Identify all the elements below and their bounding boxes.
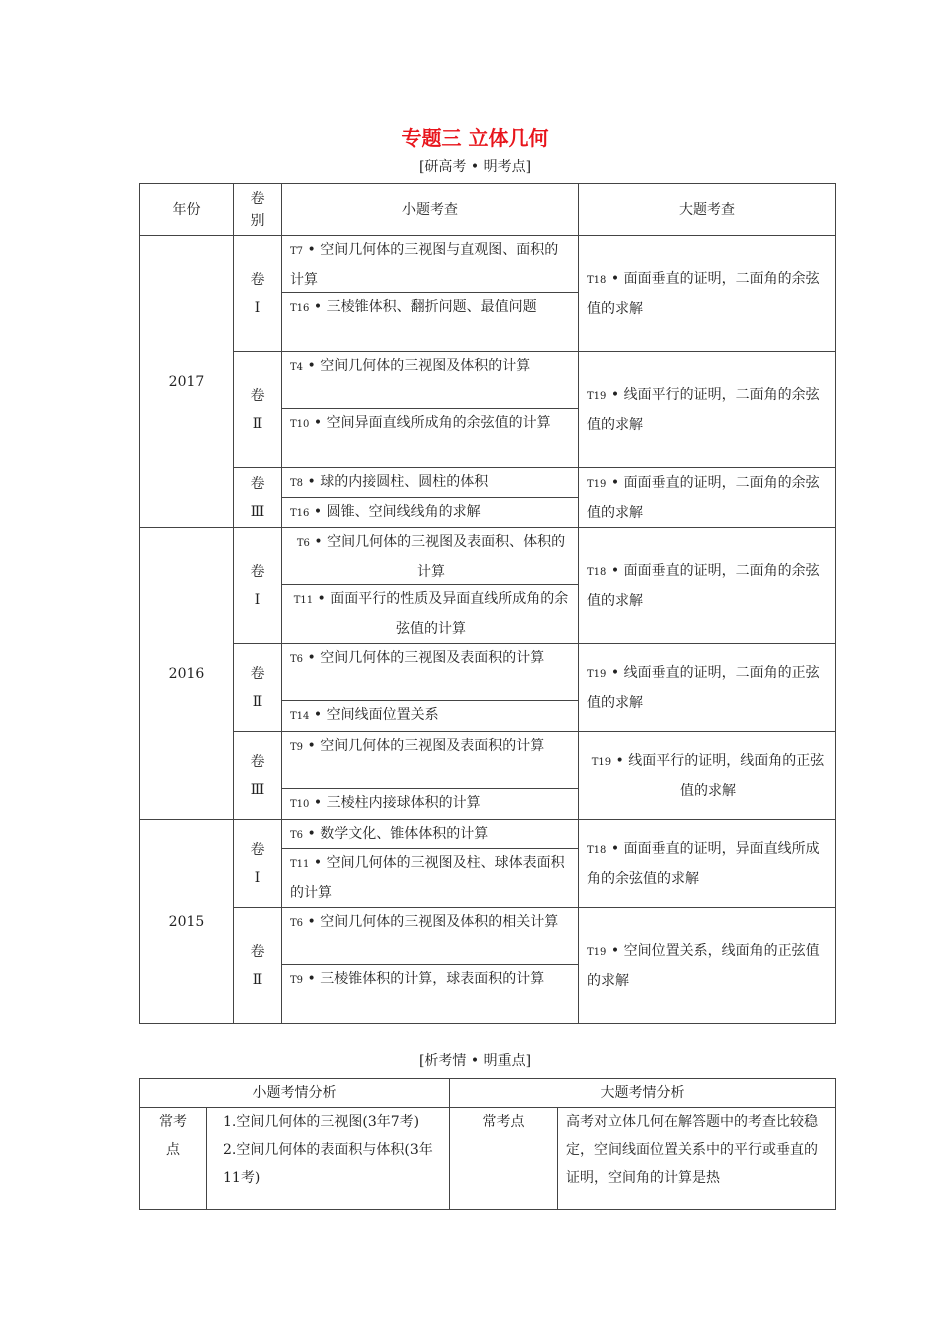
small-question-item: T6 • 数学文化、锥体体积的计算: [282, 820, 578, 849]
table-row: [140, 644, 836, 732]
table-row: [140, 820, 836, 908]
small-question-item: T11 • 空间几何体的三视图及柱、球体表面积的计算: [290, 855, 565, 901]
small-question-item: T4 • 空间几何体的三视图及体积的计算: [282, 352, 578, 409]
header-small-questions: 小题考查: [282, 184, 579, 236]
volume-cell: 卷Ⅲ: [234, 468, 282, 528]
volume-cell: 卷Ⅱ: [234, 644, 282, 732]
exam-table: [139, 183, 836, 1024]
big-question-cell: T18 • 面面垂直的证明，异面直线所成角的余弦值的求解: [579, 820, 836, 908]
volume-cell: 卷Ⅰ: [234, 236, 282, 352]
analysis-table: [139, 1078, 836, 1210]
small-question-item: T10 • 空间异面直线所成角的余弦值的计算: [290, 415, 551, 431]
small-question-item: T14 • 空间线面位置关系: [290, 707, 439, 723]
header-volume: 卷别: [234, 184, 282, 236]
header-big-analysis: 大题考情分析: [450, 1079, 836, 1108]
table-row: [140, 236, 836, 352]
small-question-item: T9 • 三棱锥体积的计算，球表面积的计算: [290, 971, 545, 987]
section-heading-exam-points: [研高考 • 明考点]: [418, 159, 532, 175]
table-row: [140, 732, 836, 820]
point-item: 1.空间几何体的三视图(3年7考): [223, 1114, 420, 1130]
year-cell: 2016: [140, 528, 234, 820]
year-cell: 2017: [140, 236, 234, 528]
small-label-cell: 常考点: [140, 1108, 207, 1210]
section-heading-analysis: [析考情 • 明重点]: [418, 1053, 532, 1069]
table-header-row: [140, 184, 836, 236]
big-question-cell: T19 • 空间位置关系，线面角的正弦值的求解: [579, 908, 836, 1024]
small-question-item: T7 • 空间几何体的三视图与直观图、面积的计算: [282, 236, 578, 293]
big-question-cell: T18 • 面面垂直的证明，二面角的余弦值的求解: [579, 528, 836, 644]
small-question-item: T6 • 空间几何体的三视图及表面积的计算: [282, 644, 578, 701]
table-row: [140, 908, 836, 1024]
small-question-item: T6 • 空间几何体的三视图及表面积、体积的计算: [282, 528, 578, 585]
big-question-cell: T19 • 面面垂直的证明，二面角的余弦值的求解: [579, 468, 836, 528]
small-question-item: T9 • 空间几何体的三视图及表面积的计算: [282, 732, 578, 789]
small-question-item: T8 • 球的内接圆柱、圆柱的体积: [282, 468, 578, 498]
volume-cell: 卷Ⅲ: [234, 732, 282, 820]
small-question-item: T11 • 面面平行的性质及异面直线所成角的余弦值的计算: [293, 591, 569, 637]
table-row: [140, 528, 836, 644]
table-row: [140, 352, 836, 468]
small-question-cell: [282, 732, 579, 820]
point-item: 2.空间几何体的表面积与体积(3年11考): [223, 1142, 433, 1186]
header-big-questions: 大题考查: [579, 184, 836, 236]
big-question-cell: T19 • 线面垂直的证明，二面角的正弦值的求解: [579, 644, 836, 732]
small-question-cell: [282, 820, 579, 908]
volume-cell: 卷Ⅱ: [234, 352, 282, 468]
small-question-cell: [282, 908, 579, 1024]
volume-cell: 卷Ⅰ: [234, 528, 282, 644]
volume-cell: 卷Ⅱ: [234, 908, 282, 1024]
big-analysis-cell: 高考对立体几何在解答题中的考查比较稳定，空间线面位置关系中的平行或垂直的证明，空间角的计算是热: [558, 1108, 836, 1210]
page-title: 专题三 立体几何: [401, 126, 549, 150]
header-year: 年份: [140, 184, 234, 236]
big-question-cell: T18 • 面面垂直的证明，二面角的余弦值的求解: [579, 236, 836, 352]
small-question-item: T16 • 三棱锥体积、翻折问题、最值问题: [290, 299, 537, 315]
header-small-analysis: 小题考情分析: [140, 1079, 450, 1108]
small-question-item: T16 • 圆锥、空间线线角的求解: [290, 504, 481, 520]
analysis-row: [140, 1108, 836, 1210]
big-label-cell: 常考点: [450, 1108, 558, 1210]
small-points-cell: [207, 1108, 450, 1210]
small-question-cell: [282, 352, 579, 468]
small-question-cell: [282, 468, 579, 528]
analysis-header-row: [140, 1079, 836, 1108]
small-question-item: T6 • 空间几何体的三视图及体积的相关计算: [282, 908, 578, 965]
small-question-item: T10 • 三棱柱内接球体积的计算: [290, 795, 481, 811]
table-row: [140, 468, 836, 528]
year-cell: 2015: [140, 820, 234, 1024]
small-question-cell: [282, 528, 579, 644]
small-question-cell: [282, 644, 579, 732]
volume-cell: 卷Ⅰ: [234, 820, 282, 908]
small-question-cell: [282, 236, 579, 352]
big-question-cell: T19 • 线面平行的证明，线面角的正弦值的求解: [579, 732, 836, 820]
big-question-cell: T19 • 线面平行的证明，二面角的余弦值的求解: [579, 352, 836, 468]
